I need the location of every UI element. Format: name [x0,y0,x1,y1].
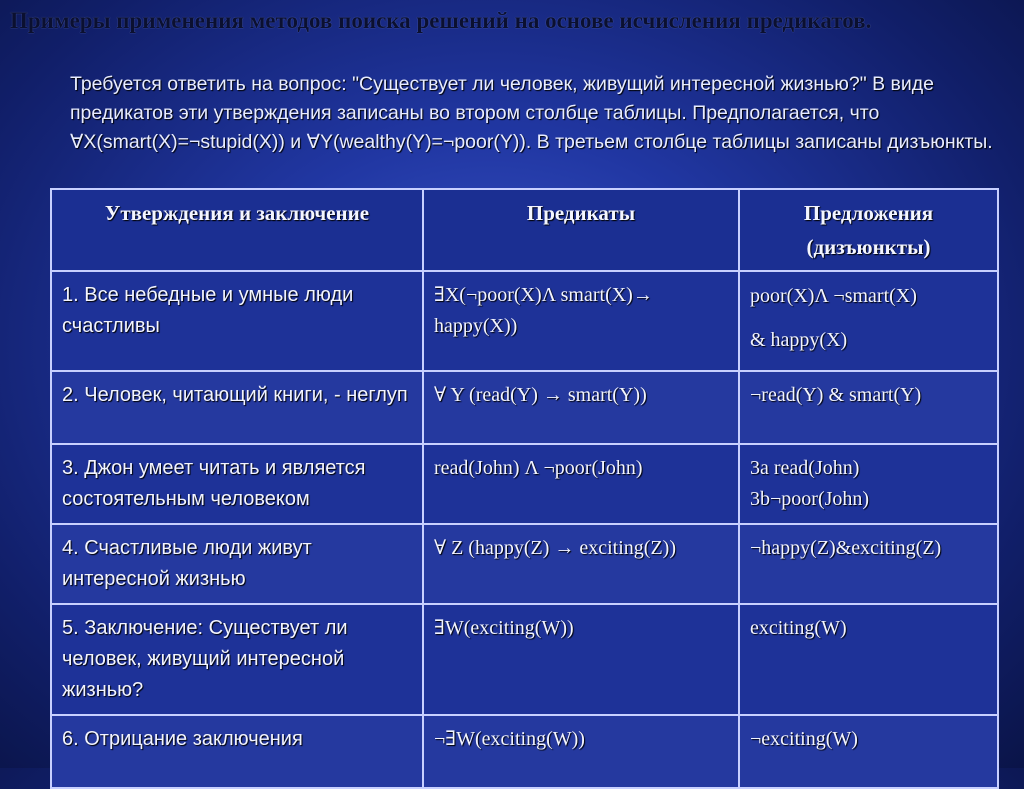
clause-cell [739,444,998,524]
statement-cell: 1. Все небедные и умные люди счастливы [51,271,423,371]
slide-title: Примеры применения методов поиска решений на основе исчисления предикатов. [10,8,872,33]
header-predicates: Предикаты [423,189,739,271]
table-row [51,444,998,524]
header-clauses: Предложения (дизъюнкты) [739,189,998,271]
predicate-table [50,188,999,789]
clause-line: & happy(X) [750,329,848,351]
table-row [51,604,998,715]
statement-cell: 3. Джон умеет читать и является состоятельным человеком [51,444,423,524]
clause-line: 3a read(John) [750,457,860,479]
clause-cell: ¬exciting(W) [739,715,998,788]
table-row [51,271,998,371]
statement-cell: 5. Заключение: Существует ли человек, живущий интересной жизнью? [51,604,423,715]
table-header-row [51,189,998,271]
intro-paragraph: Требуется ответить на вопрос: "Существует ли человек, живущий интересной жизнью?" В виде предикатов эти утверждения записаны во втором столбце таблицы. Предполагается, что ∀X(smart(X)=¬stupid(X)) и ∀Y(wealthy(Y)=¬poor(Y)). В третьем столбце таблицы записаны дизъюнкты. [70,73,993,153]
clause-cell: exciting(W) [739,604,998,715]
table-row [51,524,998,604]
clause-line: 3b¬poor(John) [750,488,870,510]
statement-cell: 6. Отрицание заключения [51,715,423,788]
clause-cell [739,271,998,371]
clause-cell: ¬read(Y) & smart(Y) [739,371,998,444]
header-statements: Утверждения и заключение [51,189,423,271]
predicate-cell: ∃X(¬poor(X)Λ smart(X)→ happy(X)) [423,271,739,371]
table-row [51,371,998,444]
predicate-cell: read(John) Λ ¬poor(John) [423,444,739,524]
clause-line: poor(X)Λ ¬smart(X) [750,285,917,307]
table-row [51,715,998,788]
predicate-cell: ∃W(exciting(W)) [423,604,739,715]
predicate-cell: ∀ Y (read(Y) → smart(Y)) [423,371,739,444]
clause-cell: ¬happy(Z)&exciting(Z) [739,524,998,604]
statement-cell: 2. Человек, читающий книги, - неглуп [51,371,423,444]
predicate-cell: ¬∃W(exciting(W)) [423,715,739,788]
predicate-cell: ∀ Z (happy(Z) → exciting(Z)) [423,524,739,604]
statement-cell: 4. Счастливые люди живут интересной жизнью [51,524,423,604]
